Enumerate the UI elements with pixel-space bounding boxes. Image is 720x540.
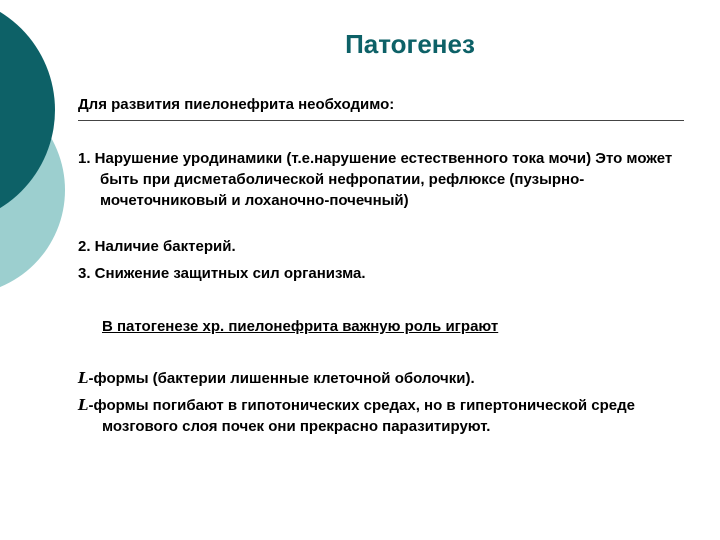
divider-line	[78, 120, 684, 121]
list-item-2: 2. Наличие бактерий.	[78, 238, 236, 255]
slide-title: Патогенез	[345, 29, 475, 59]
decorative-circles	[0, 0, 80, 300]
l-forms-item-2	[78, 395, 678, 437]
list-item-3: 3. Снижение защитных сил организма.	[78, 265, 366, 282]
subheading: В патогенезе хр. пиелонефрита важную роль играют	[102, 318, 499, 335]
l-forms-text-2: -формы погибают в гипотонических средах, но в гипертонической среде мозгового слоя почек они прекрасно паразитируют.	[88, 397, 636, 435]
l-symbol: L	[78, 396, 89, 414]
l-forms-text-1: -формы (бактерии лишенные клеточной оболочки).	[88, 370, 475, 387]
l-symbol: L	[78, 369, 89, 387]
list-item-1: 1. Нарушение уродинамики (т.е.нарушение естественного тока мочи) Это может быть при дисметаболической нефропатии, рефлюксе (пузырно-мочеточниковый и лоханочно-почечный)	[78, 150, 673, 209]
l-forms-item-1	[78, 368, 678, 389]
intro-text: Для развития пиелонефрита необходимо:	[78, 96, 395, 113]
